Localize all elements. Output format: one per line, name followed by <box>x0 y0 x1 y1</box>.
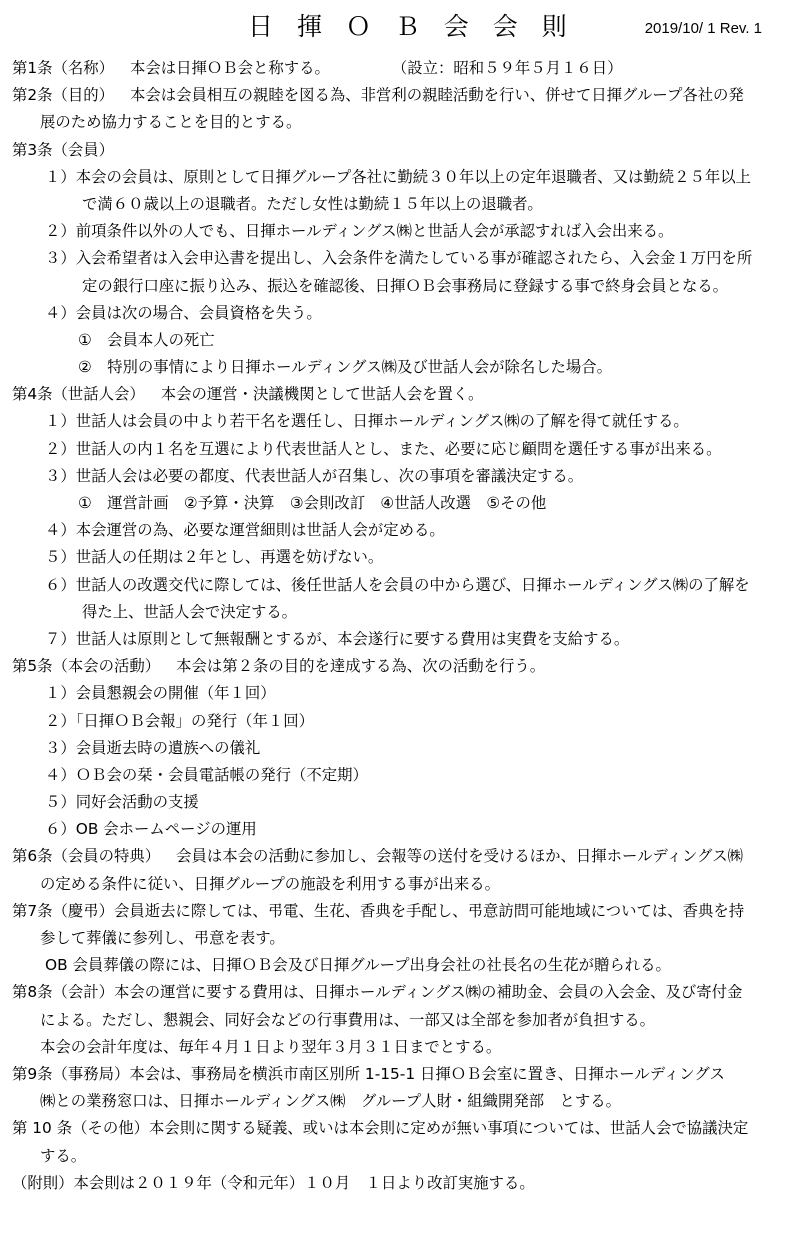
article-2-continued: 展のため協力することを目的とする。 <box>40 113 302 132</box>
article-4-item-4: ４）本会運営の為、必要な運営細則は世話人会が定める。 <box>45 521 445 540</box>
article-2 <box>0 82 800 109</box>
article-4-item-7: ７）世話人は原則として無報酬とするが、本会遂行に要する費用は実費を支給する。 <box>45 629 630 648</box>
article-10-continued: する。 <box>40 1146 87 1165</box>
article-8: 第8条（会計）本会の運営に要する費用は、日揮ホールディングス㈱の補助金、会員の入会金、及び寄付金 <box>12 983 743 1002</box>
article-10: 第 10 条（その他）本会則に関する疑義、或いは本会則に定めが無い事項については、世話人会で協議決定 <box>12 1119 749 1138</box>
article-4-item-3: ３）世話人会は必要の都度、代表世話人が召集し、次の事項を審議決定する。 <box>45 466 584 485</box>
article-5-item-1: １）会員懇親会の開催（年１回） <box>45 684 276 703</box>
article-3-item-3: ３）入会希望者は入会申込書を提出し、入会条件を満たしている事が確認されたら、入会金１万円を所 <box>45 249 753 268</box>
article-4-item-1: １）世話人は会員の中より若干名を選任し、日揮ホールディングス㈱の了解を得て就任する。 <box>45 412 689 431</box>
document-title: 日 揮 Ｏ Ｂ 会 会 則 <box>248 12 575 41</box>
article-3-item-4-sub-1: ① 会員本人の死亡 <box>78 330 215 349</box>
document-body <box>0 55 800 1197</box>
article-6-label: 第6条（会員の特典） <box>12 847 161 866</box>
article-3-item-4: ４）会員は次の場合、会員資格を失う。 <box>45 303 322 322</box>
article-8-paragraph-2: 本会の会計年度は、毎年４月１日より翌年３月３１日までとする。 <box>40 1037 502 1056</box>
article-3-label: 第3条（会員） <box>12 140 115 159</box>
article-4 <box>0 381 800 408</box>
article-3-item-1: １）本会の会員は、原則として日揮グループ各社に勤続３０年以上の定年退職者、又は勤続２５年以上 <box>45 167 752 186</box>
article-5-item-4: ４）ＯＢ会の栞・会員電話帳の発行（不定期） <box>45 765 368 784</box>
article-5-item-5: ５）同好会活動の支援 <box>45 793 199 812</box>
article-9: 第9条（事務局）本会は、事務局を横浜市南区別所 1-15-1 日揮ＯＢ会室に置き、日揮ホールディングス <box>12 1064 725 1083</box>
article-1-text: 本会は日揮ＯＢ会と称する。 <box>130 59 330 77</box>
article-7-continued: 参して葬儀に参列し、弔意を表す。 <box>40 929 285 947</box>
article-5-text: 本会は第２条の目的を達成する為、次の活動を行う。 <box>176 657 546 676</box>
article-6 <box>0 843 800 870</box>
article-4-label: 第4条（世話人会） <box>12 385 145 404</box>
article-1-label: 第1条（名称） <box>12 59 115 77</box>
article-4-item-3-list: ① 運営計画 ②予算・決算 ③会則改訂 ④世話人改選 ⑤その他 <box>78 494 547 512</box>
article-3-item-3-continued: 定の銀行口座に振り込み、振込を確認後、日揮ＯＢ会事務局に登録する事で終身会員となる。 <box>82 276 729 295</box>
article-7: 第7条（慶弔）会員逝去に際しては、弔電、生花、香典を手配し、弔意訪問可能地域については、香典を持 <box>12 901 745 920</box>
article-3-item-2: ２）前項条件以外の人でも、日揮ホールディングス㈱と世話人会が承認すれば入会出来る。 <box>45 222 674 241</box>
article-7-paragraph-2: OB 会員葬儀の際には、日揮ＯＢ会及び日揮グループ出身会社の社長名の生花が贈られる。 <box>45 956 671 975</box>
article-1-note: （設立：昭和５９年５月１６日） <box>391 59 623 77</box>
article-5-item-6: ６）OB 会ホームページの運用 <box>45 820 257 839</box>
article-3-item-4-sub-2: ② 特別の事情により日揮ホールディングス㈱及び世話人会が除名した場合。 <box>78 358 612 377</box>
article-2-label: 第2条（目的） <box>12 86 115 105</box>
article-5-item-2: ２）「日揮ＯＢ会報」の発行（年１回） <box>45 711 315 730</box>
article-3-item-1-continued: で満６０歳以上の退職者。ただし女性は勤続１５年以上の退職者。 <box>82 194 543 213</box>
supplementary-provision: （附則）本会則は２０１９年（令和元年）１０月 １日より改訂実施する。 <box>12 1173 535 1192</box>
article-6-text: 会員は本会の活動に参加し、会報等の送付を受けるほか、日揮ホールディングス㈱ <box>176 847 744 866</box>
article-2-text: 本会は会員相互の親睦を図る為、非営利の親睦活動を行い、併せて日揮グループ各社の発 <box>130 86 744 105</box>
document-header <box>0 12 800 46</box>
article-6-continued: の定める条件に従い、日揮グループの施設を利用する事が出来る。 <box>40 874 501 893</box>
article-5-label: 第5条（本会の活動） <box>12 657 161 676</box>
article-5-item-3: ３）会員逝去時の遺族への儀礼 <box>45 738 261 757</box>
article-4-item-6-continued: 得た上、世話人会で決定する。 <box>82 602 298 621</box>
article-4-item-6: ６）世話人の改選交代に際しては、後任世話人を会員の中から選び、日揮ホールディングス㈱の了解を <box>45 575 750 594</box>
article-9-continued: ㈱との業務窓口は、日揮ホールディングス㈱ グループ人財・組織開発部 とする。 <box>40 1092 622 1111</box>
article-4-item-5: ５）世話人の任期は２年とし、再選を妨げない。 <box>45 548 384 567</box>
revision-label: 2019/10/ 1 Rev. 1 <box>644 20 762 37</box>
article-4-item-2: ２）世話人の内１名を互選により代表世話人とし、また、必要に応じ顧問を選任する事が出来る。 <box>45 439 722 458</box>
article-5 <box>0 653 800 680</box>
article-1 <box>0 55 800 82</box>
article-8-continued: による。ただし、懇親会、同好会などの行事費用は、一部又は全部を参加者が負担する。 <box>40 1010 655 1029</box>
article-4-text: 本会の運営・決議機関として世話人会を置く。 <box>160 385 484 404</box>
